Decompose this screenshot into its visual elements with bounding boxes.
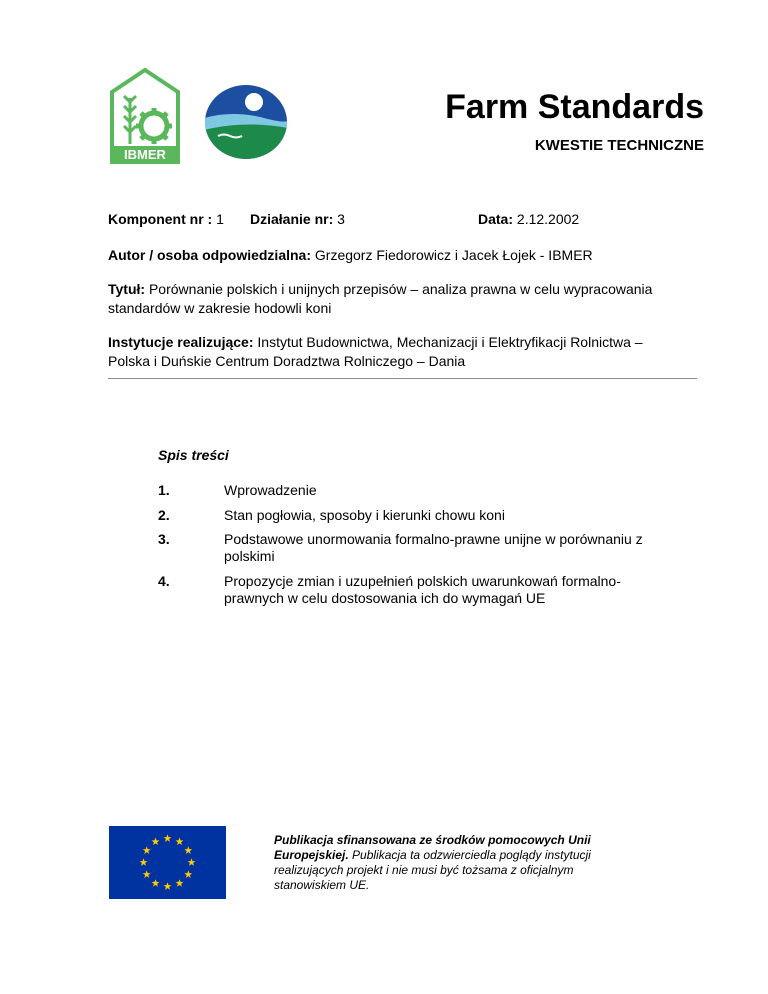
institutions-label: Instytucje realizujące: (108, 334, 254, 350)
page-subtitle: KWESTIE TECHNICZNE (534, 137, 704, 154)
institutions-field (108, 333, 668, 371)
component-value: 1 (216, 211, 224, 227)
component-field (108, 211, 224, 227)
toc-item-number: 1. (158, 482, 170, 498)
date-field (478, 211, 579, 227)
toc-item-number: 4. (158, 573, 170, 589)
toc-title: Spis treści (158, 447, 229, 463)
funding-note (274, 833, 634, 893)
author-field (108, 246, 698, 265)
toc-item-text: Wprowadzenie (224, 482, 317, 498)
title-field (108, 280, 678, 318)
divider (108, 378, 697, 379)
date-value: 2.12.2002 (516, 211, 580, 227)
landscape-logo (204, 84, 288, 160)
ibmer-logo (108, 68, 182, 164)
action-field (250, 211, 345, 227)
component-label: Komponent nr : (108, 211, 213, 227)
toc-item-number: 2. (158, 507, 170, 523)
title-label: Tytuł: (108, 281, 146, 297)
toc-item-number: 3. (158, 531, 170, 547)
author-label: Autor / osoba odpowiedzialna: (108, 247, 311, 263)
action-value: 3 (337, 211, 345, 227)
ibmer-logo-text: IBMER (124, 147, 166, 162)
page-title: Farm Standards (445, 88, 704, 126)
toc-item-text: Podstawowe unormowania formalno-prawne unijne w porównaniu z polskimi (224, 531, 643, 564)
title-value: Porównanie polskich i unijnych przepisów – analiza prawna w celu wypracowania standardów w zakresie hodowli koni (108, 281, 653, 316)
institutions-value: Instytut Budownictwa, Mechanizacji i Elektryfikacji Rolnictwa – Polska i Duńskie Centrum Doradztwa Rolniczego – Dania (108, 334, 643, 369)
action-label: Działanie nr: (250, 211, 334, 227)
author-value: Grzegorz Fiedorowicz i Jacek Łojek - IBMER (314, 247, 593, 263)
eu-flag-icon (109, 826, 226, 899)
funding-note-bold: Publikacja sfinansowana ze środków pomocowych Unii Europejskiej. (274, 833, 591, 862)
date-label: Data: (478, 211, 514, 227)
funding-note-text: Publikacja ta odzwierciedla poglądy instytucji realizujących projekt i nie musi być tożsama z oficjalnym stanowiskiem UE. (274, 848, 591, 892)
toc-item-text: Stan pogłowia, sposoby i kierunki chowu koni (224, 507, 505, 523)
toc-item-text: Propozycje zmian i uzupełnień polskich uwarunkowań formalno-prawnych w celu dostosowania ich do wymagań UE (224, 573, 621, 606)
